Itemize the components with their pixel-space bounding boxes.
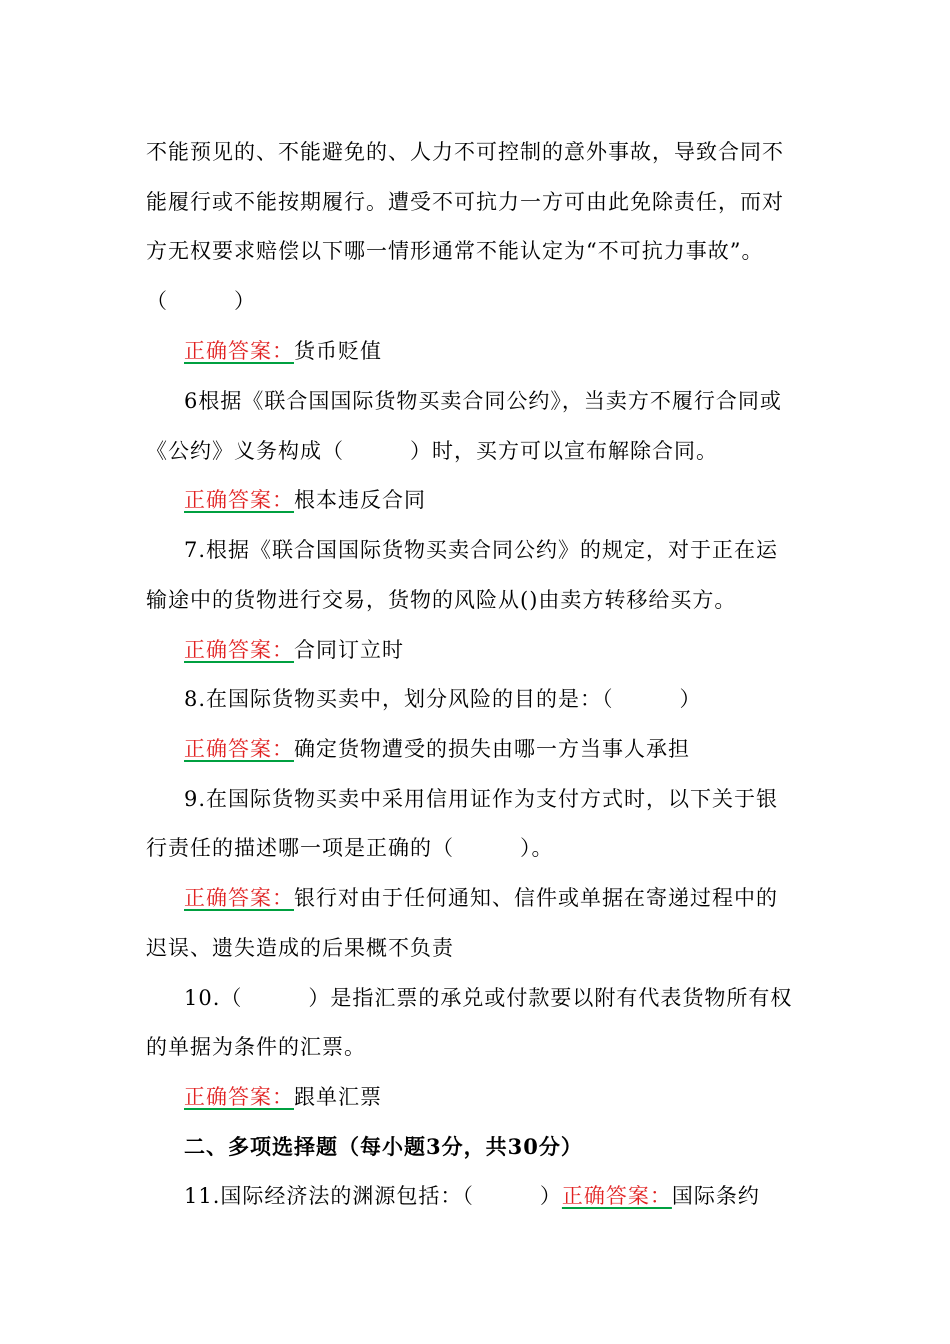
answer-label: 正确答案： xyxy=(184,638,294,662)
question-7-answer xyxy=(184,636,404,664)
question-10-text-line-2: 的单据为条件的汇票。 xyxy=(146,1035,366,1059)
question-9-answer xyxy=(184,884,778,912)
answer-label: 正确答案： xyxy=(184,886,294,910)
answer-label: 正确答案： xyxy=(184,1085,294,1109)
question-11 xyxy=(184,1182,760,1210)
question-9-answer-line-2: 迟误、遗失造成的后果概不负责 xyxy=(146,936,454,960)
question-6-answer xyxy=(184,486,426,514)
answer-label: 正确答案： xyxy=(184,339,294,363)
question-10-text-line-1: 10.（ ）是指汇票的承兑或付款要以附有代表货物所有权 xyxy=(184,986,793,1010)
answer-value: 货币贬值 xyxy=(294,339,382,363)
question-5-text-line-1: 不能预见的、不能避免的、人力不可控制的意外事故，导致合同不 xyxy=(146,140,784,164)
answer-label: 正确答案： xyxy=(184,488,294,512)
question-11-text: 11.国际经济法的渊源包括：（ ） xyxy=(184,1184,562,1208)
question-6-text-line-2: 《公约》义务构成（ ）时，买方可以宣布解除合同。 xyxy=(146,439,718,463)
question-8-text-line-1: 8.在国际货物买卖中，划分风险的目的是：（ ） xyxy=(184,687,702,711)
question-8-answer xyxy=(184,735,690,763)
question-5-text-line-2: 能履行或不能按期履行。遭受不可抗力一方可由此免除责任，而对 xyxy=(146,190,784,214)
question-5-answer xyxy=(184,337,382,365)
answer-value: 确定货物遭受的损失由哪一方当事人承担 xyxy=(294,737,690,761)
answer-value: 银行对由于任何通知、信件或单据在寄递过程中的 xyxy=(294,886,778,910)
answer-value: 合同订立时 xyxy=(294,638,404,662)
question-7-text-line-2: 输途中的货物进行交易，货物的风险从()由卖方转移给买方。 xyxy=(146,588,737,612)
question-10-answer xyxy=(184,1083,382,1111)
question-9-text-line-1: 9.在国际货物买卖中采用信用证作为支付方式时，以下关于银 xyxy=(184,787,779,811)
question-7-text-line-1: 7.根据《联合国国际货物买卖合同公约》的规定，对于正在运 xyxy=(184,538,779,562)
question-5-text-line-3: 方无权要求赔偿以下哪一情形通常不能认定为“不可抗力事故”。 xyxy=(146,239,764,263)
question-9-text-line-2: 行责任的描述哪一项是正确的（ ）。 xyxy=(146,836,554,860)
question-6-text-line-1: 6根据《联合国国际货物买卖合同公约》，当卖方不履行合同或 xyxy=(184,389,782,413)
answer-value: 跟单汇票 xyxy=(294,1085,382,1109)
question-5-blank: （ ） xyxy=(146,289,256,313)
answer-value: 根本违反合同 xyxy=(294,488,426,512)
answer-label: 正确答案： xyxy=(561,1184,672,1208)
section-2-title: 二、多项选择题（每小题3分，共30分） xyxy=(184,1134,583,1159)
answer-label: 正确答案： xyxy=(184,737,294,761)
answer-value: 国际条约 xyxy=(671,1184,760,1208)
